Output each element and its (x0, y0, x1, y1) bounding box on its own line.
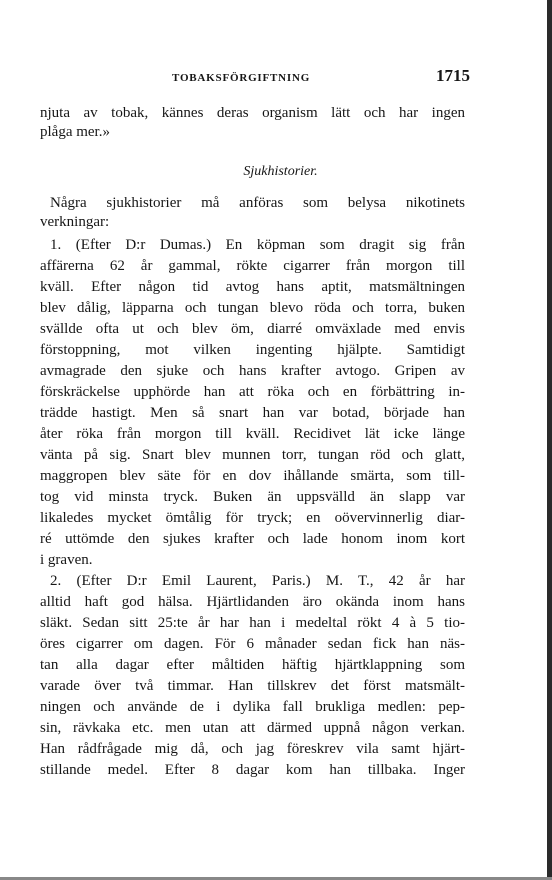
text-line: stillande medel. Efter 8 dagar kom han tillbaka. Inger (40, 762, 465, 778)
text-line: alltid haft god hälsa. Hjärtlidanden äro okända inom hans (40, 594, 465, 610)
text-line: kväll. Efter någon tid avtog hans aptit, matsmältningen (40, 279, 465, 295)
text-line: njuta av tobak, kännes deras organism lätt och har ingen (40, 105, 465, 121)
text-line: i graven. (40, 552, 93, 568)
running-title: TOBAKSFÖRGIFTNING (172, 72, 311, 84)
text-line: öres cigarrer om dagen. För 6 månader sedan fick han näs- (40, 636, 465, 652)
text-line: verkningar: (40, 214, 110, 230)
text-line: åter röka från morgon till kväll. Recidivet lät icke länge (40, 426, 465, 442)
text-line: plåga mer.» (40, 124, 110, 140)
page-edge-shadow (547, 0, 552, 880)
text-line: ningen och använde de i dylika fall brukliga medlen: pep- (40, 699, 465, 715)
text-line: tog vid minsta tryck. Buken än uppsvälld än slapp var (40, 489, 465, 505)
running-header (40, 66, 470, 86)
text-line: 2. (Efter D:r Emil Laurent, Paris.) M. T., 42 år har (50, 573, 465, 589)
text-line: tan alla dagar efter måltiden häftig hjärtklappning som (40, 657, 465, 673)
text-line: ré uttömde den sjukes krafter och lade honom inom kort (40, 531, 465, 547)
text-line: maggropen blev säte för en dov ihållande smärta, som till- (40, 468, 465, 484)
text-line: förstoppning, mot vilken ingenting hjälpte. Samtidigt (40, 342, 465, 358)
section-heading: Sjukhistorier. (243, 164, 318, 179)
text-line: 1. (Efter D:r Dumas.) En köpman som dragit sig från (50, 237, 465, 253)
text-line: avmagrade den sjuke och hans krafter avtogo. Gripen av (40, 363, 465, 379)
text-line: varade över två timmar. Han tillskrev det först matsmält- (40, 678, 465, 694)
page-number: 1715 (436, 66, 470, 85)
text-line: blev dålig, läpparna och tungan blevo röda och torra, buken (40, 300, 465, 316)
text-line: Några sjukhistorier må anföras som belysa nikotinets (50, 195, 465, 211)
text-line: likaledes mycket ömtålig för tryck; en oövervinnerlig diar- (40, 510, 465, 526)
text-line: svällde ofta ut och blev öm, diarré omväxlade med envis (40, 321, 465, 337)
text-line: trädde hastigt. Men så snart han var botad, började han (40, 405, 465, 421)
text-line: släkt. Sedan sitt 25:te år har han i medeltal rökt 4 à 5 tio- (40, 615, 465, 631)
text-line: förskräckelse upphörde han att röka och en förbättring in- (40, 384, 465, 400)
text-line: Han rådfrågade mig då, och jag föreskrev vila samt hjärt- (40, 741, 465, 757)
text-line: sin, rävkaka etc. men utan att därmed uppnå någon verkan. (40, 720, 465, 736)
text-line: affärerna 62 år gammal, rökte cigarrer från morgon till (40, 258, 465, 274)
text-line: vänta på sig. Snart blev munnen torr, tungan röd och glatt, (40, 447, 465, 463)
